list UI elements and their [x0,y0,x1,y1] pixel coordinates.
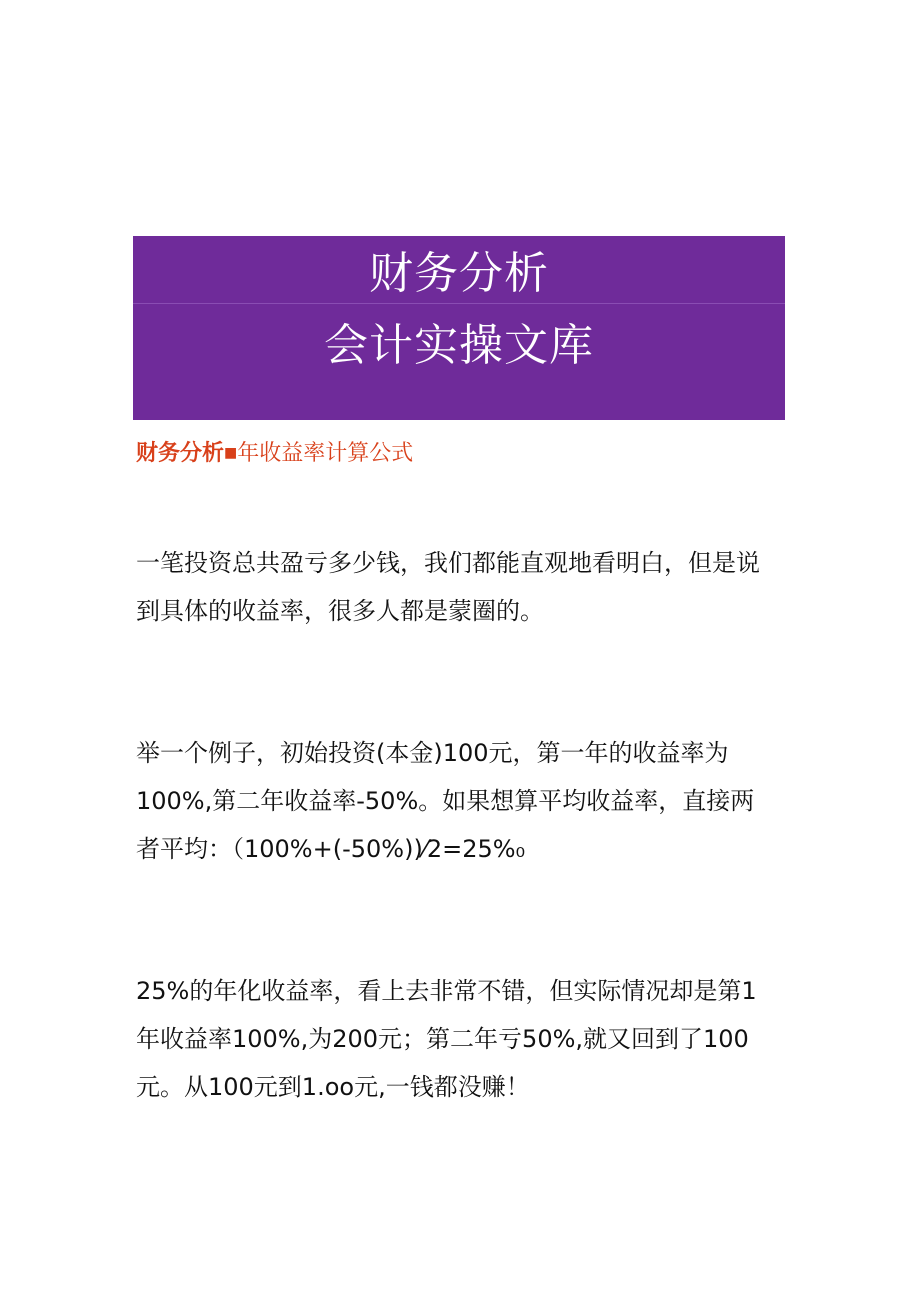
paragraph-line: 年收益率100%,为200元；第二年亏50%,就又回到了100 [136,1025,749,1053]
title-banner [133,236,785,420]
subtitle-topic: 年收益率计算公式 [237,441,414,466]
subtitle-category: 财务分析 [136,441,225,466]
banner-subtitle: 会计实操文库 [324,320,594,371]
paragraph-line: 者平均：（100%+(-50%))⁄2=25%₀ [136,835,526,863]
banner-divider [133,303,785,304]
paragraph-line: 100%,第二年收益率-50%。如果想算平均收益率，直接两 [136,787,755,815]
paragraph-line: 25%的年化收益率，看上去非常不错，但实际情况却是第1 [136,977,757,1005]
paragraph-line: 元。从100元到1.oo元,一钱都没赚！ [136,1073,530,1101]
section-subtitle [136,438,413,469]
banner-title: 财务分析 [369,248,549,299]
subtitle-separator-icon: ■ [224,445,238,461]
paragraph-line: 一笔投资总共盈亏多少钱，我们都能直观地看明白，但是说 [136,549,760,577]
paragraph-intro [136,539,786,635]
paragraph-explanation [136,967,786,1111]
paragraph-line: 举一个例子，初始投资(本金)100元，第一年的收益率为 [136,739,729,767]
paragraph-line: 到具体的收益率，很多人都是蒙圈的。 [136,597,544,625]
paragraph-example [136,729,786,873]
